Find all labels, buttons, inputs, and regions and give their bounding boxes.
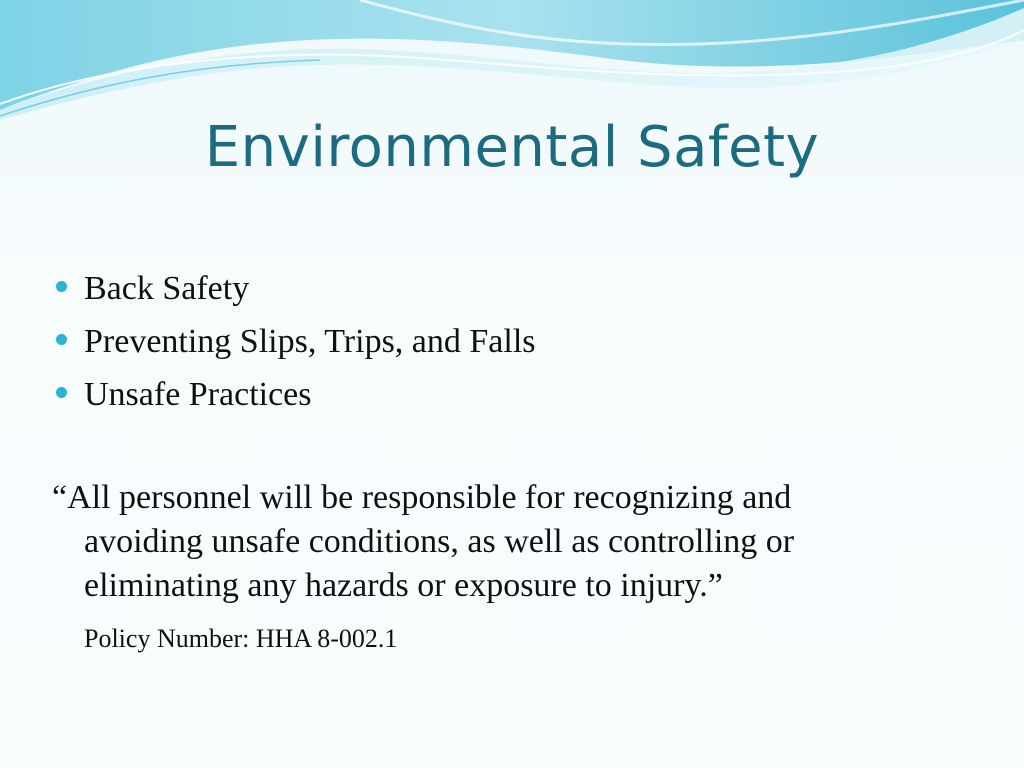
slide-title: Environmental Safety [204,115,820,180]
bullet-dot-icon [56,334,67,345]
bullet-item-unsafe-practices [56,368,536,421]
bullet-dot-icon [56,387,67,398]
bullet-label: Unsafe Practices [84,375,312,413]
quote-line: avoiding unsafe conditions, as well as controlling or [84,523,795,560]
bullet-item-slips-trips-falls [56,315,536,368]
bullet-label: Back Safety [84,269,250,307]
bullet-item-back-safety [56,262,536,315]
bullet-list [56,262,536,421]
quote-line: “All personnel will be responsible for recognizing and [52,479,792,516]
bullet-label: Preventing Slips, Trips, and Falls [84,322,536,360]
policy-quote [52,476,932,608]
quote-line: eliminating any hazards or exposure to injury.” [84,567,723,604]
bullet-dot-icon [56,281,67,292]
policy-number: Policy Number: HHA 8-002.1 [84,624,398,653]
